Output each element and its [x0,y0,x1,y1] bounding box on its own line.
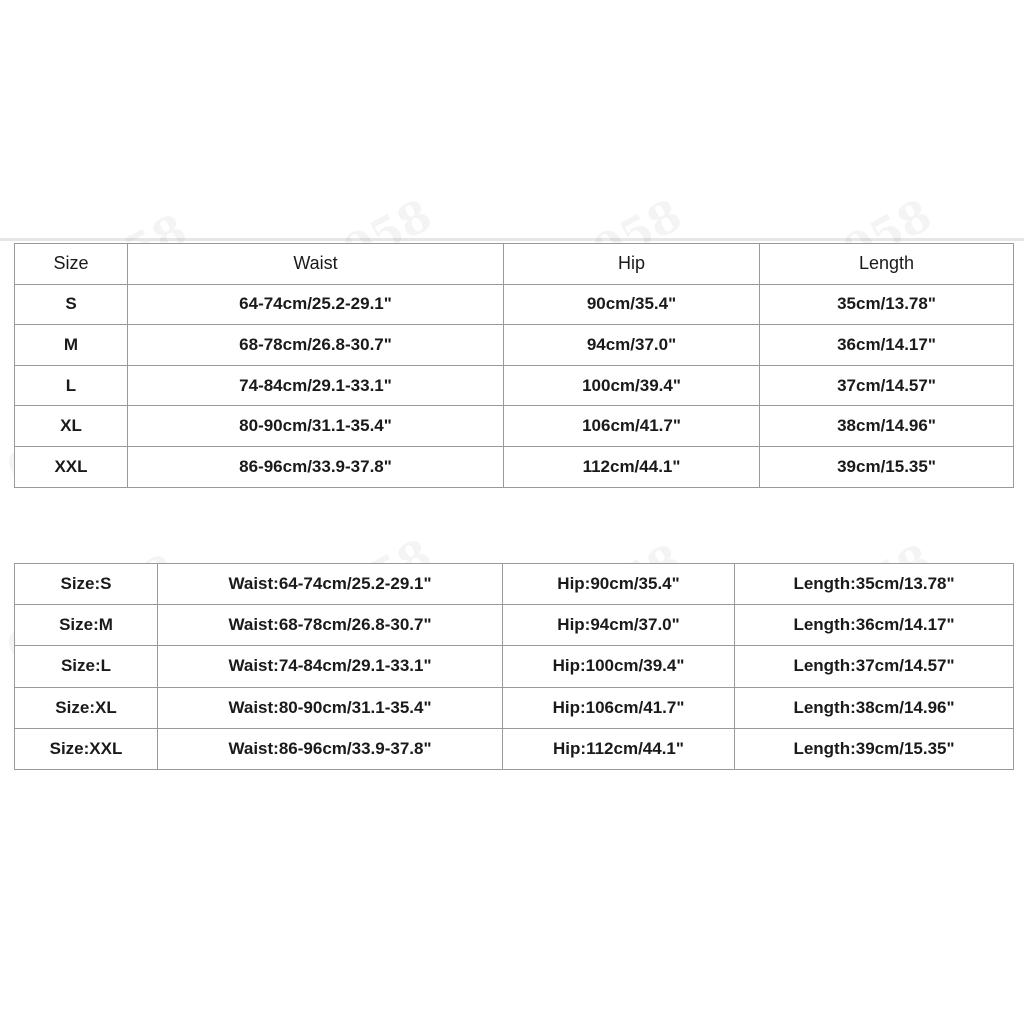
table-row [15,728,1014,769]
length-cell: Length:38cm/14.96" [735,687,1014,728]
size-cell: Size:M [15,605,158,646]
waist-cell: 80-90cm/31.1-35.4" [128,406,504,447]
table-row [15,365,1014,406]
size-cell: XXL [15,446,128,487]
length-cell: Length:39cm/15.35" [735,728,1014,769]
table-row [15,646,1014,687]
size-cell: S [15,284,128,325]
table-row [15,446,1014,487]
hip-cell: Hip:100cm/39.4" [503,646,735,687]
size-cell: XL [15,406,128,447]
waist-cell: Waist:80-90cm/31.1-35.4" [158,687,503,728]
size-cell: M [15,325,128,366]
hip-cell: 100cm/39.4" [504,365,760,406]
waist-cell: Waist:86-96cm/33.9-37.8" [158,728,503,769]
header-hip: Hip [504,244,760,285]
top-divider [0,238,1024,241]
length-cell: 37cm/14.57" [760,365,1014,406]
length-cell: Length:36cm/14.17" [735,605,1014,646]
header-size: Size [15,244,128,285]
size-cell: Size:L [15,646,158,687]
length-cell: 36cm/14.17" [760,325,1014,366]
size-chart-table [14,243,1014,488]
hip-cell: Hip:90cm/35.4" [503,564,735,605]
size-cell: Size:S [15,564,158,605]
hip-cell: 90cm/35.4" [504,284,760,325]
size-cell: L [15,365,128,406]
hip-cell: 94cm/37.0" [504,325,760,366]
table-row [15,325,1014,366]
waist-cell: 68-78cm/26.8-30.7" [128,325,504,366]
length-cell: 38cm/14.96" [760,406,1014,447]
table-header-row [15,244,1014,285]
waist-cell: Waist:64-74cm/25.2-29.1" [158,564,503,605]
length-cell: 35cm/13.78" [760,284,1014,325]
hip-cell: Hip:112cm/44.1" [503,728,735,769]
size-cell: Size:XXL [15,728,158,769]
table-row [15,605,1014,646]
table-row [15,564,1014,605]
hip-cell: 106cm/41.7" [504,406,760,447]
table-row [15,406,1014,447]
waist-cell: Waist:68-78cm/26.8-30.7" [158,605,503,646]
waist-cell: Waist:74-84cm/29.1-33.1" [158,646,503,687]
length-cell: Length:37cm/14.57" [735,646,1014,687]
length-cell: 39cm/15.35" [760,446,1014,487]
waist-cell: 74-84cm/29.1-33.1" [128,365,504,406]
table-row [15,284,1014,325]
waist-cell: 64-74cm/25.2-29.1" [128,284,504,325]
hip-cell: Hip:94cm/37.0" [503,605,735,646]
waist-cell: 86-96cm/33.9-37.8" [128,446,504,487]
header-length: Length [760,244,1014,285]
hip-cell: Hip:106cm/41.7" [503,687,735,728]
labeled-size-table [14,563,1014,770]
size-cell: Size:XL [15,687,158,728]
header-waist: Waist [128,244,504,285]
length-cell: Length:35cm/13.78" [735,564,1014,605]
table-row [15,687,1014,728]
hip-cell: 112cm/44.1" [504,446,760,487]
